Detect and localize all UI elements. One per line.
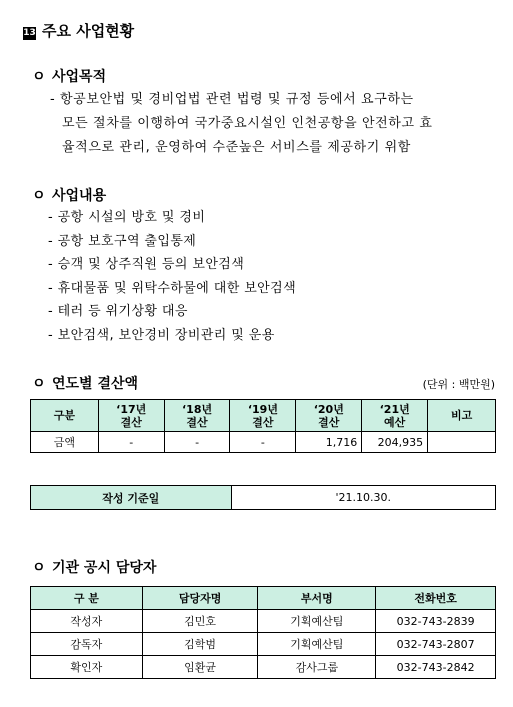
header-cell: 전화번호 xyxy=(376,587,496,610)
bullet-icon: ㅇ xyxy=(32,188,46,204)
section-title-text: 주요 사업현황 xyxy=(42,22,135,40)
list-item: - 공항 보호구역 출입통제 xyxy=(48,233,197,249)
purpose-line: 모든 절차를 이행하여 국가중요시설인 인천공항을 안전하고 효 xyxy=(62,116,433,131)
section-number-badge: 13 xyxy=(23,28,36,38)
content-heading xyxy=(32,185,106,205)
purpose-heading xyxy=(32,66,106,86)
header-cell: 부서명 xyxy=(258,587,376,610)
bullet-icon: ㅇ xyxy=(32,376,46,392)
base-date-label: 작성 기준일 xyxy=(31,486,232,510)
table-cell: - xyxy=(164,432,230,453)
header-cell: ‘18년 결산 xyxy=(164,400,230,432)
table-cell: 감사그룹 xyxy=(258,656,376,679)
list-item: - 보안검색, 보안경비 장비관리 및 운용 xyxy=(48,327,275,343)
table-cell: 1,716 xyxy=(296,432,362,453)
table-cell: 기획예산팀 xyxy=(258,633,376,656)
table-header-row xyxy=(31,587,496,610)
table-row xyxy=(31,432,496,453)
contacts-heading-text: 기관 공시 담당자 xyxy=(52,560,157,576)
header-cell: 구분 xyxy=(31,400,99,432)
contacts-table xyxy=(30,586,496,679)
purpose-line: 율적으로 관리, 운영하여 수준높은 서비스를 제공하기 위함 xyxy=(62,140,411,155)
table-row xyxy=(31,610,496,633)
table-cell: - xyxy=(98,432,164,453)
bullet-icon: ㅇ xyxy=(32,560,46,576)
purpose-heading-text: 사업목적 xyxy=(52,69,107,85)
list-item: - 공항 시설의 방호 및 경비 xyxy=(48,210,206,225)
header-cell: ‘21년 예산 xyxy=(362,400,428,432)
settlement-heading-text: 연도별 결산액 xyxy=(52,376,139,392)
settlement-table xyxy=(30,399,496,453)
base-date-value: '21.10.30. xyxy=(231,486,495,510)
table-cell: 김민호 xyxy=(142,610,258,633)
table-row xyxy=(31,656,496,679)
contacts-heading xyxy=(32,557,156,577)
purpose-paragraph xyxy=(50,88,505,160)
table-row xyxy=(31,486,496,510)
table-cell: - xyxy=(230,432,296,453)
table-cell: 032-743-2807 xyxy=(376,633,496,656)
base-date-table xyxy=(30,485,496,510)
list-item: - 테러 등 위기상황 대응 xyxy=(48,304,188,320)
row-label: 금액 xyxy=(31,432,99,453)
table-cell: 확인자 xyxy=(31,656,143,679)
content-heading-text: 사업내용 xyxy=(52,188,107,204)
table-cell: 기획예산팀 xyxy=(258,610,376,633)
header-cell: 담당자명 xyxy=(142,587,258,610)
section-title xyxy=(23,20,134,41)
table-cell: 김학범 xyxy=(142,633,258,656)
header-cell: ‘17년 결산 xyxy=(98,400,164,432)
table-cell: 작성자 xyxy=(31,610,143,633)
header-cell: ‘20년 결산 xyxy=(296,400,362,432)
table-cell: 감독자 xyxy=(31,633,143,656)
list-item: - 휴대물품 및 위탁수하물에 대한 보안검색 xyxy=(48,280,297,296)
unit-label: (단위 : 백만원) xyxy=(422,378,495,391)
table-cell xyxy=(428,432,496,453)
header-cell: ‘19년 결산 xyxy=(230,400,296,432)
table-cell: 임환균 xyxy=(142,656,258,679)
table-cell: 032-743-2839 xyxy=(376,610,496,633)
table-row xyxy=(31,633,496,656)
purpose-line: - 항공보안법 및 경비업법 관련 법령 및 규정 등에서 요구하는 xyxy=(50,92,414,107)
header-cell: 구 분 xyxy=(31,587,143,610)
table-cell: 204,935 xyxy=(362,432,428,453)
list-item: - 승객 및 상주직원 등의 보안검색 xyxy=(48,257,245,273)
header-cell: 비고 xyxy=(428,400,496,432)
bullet-icon: ㅇ xyxy=(32,69,46,85)
table-header-row xyxy=(31,400,496,432)
settlement-heading xyxy=(32,373,138,393)
table-cell: 032-743-2842 xyxy=(376,656,496,679)
content-list xyxy=(48,206,296,348)
